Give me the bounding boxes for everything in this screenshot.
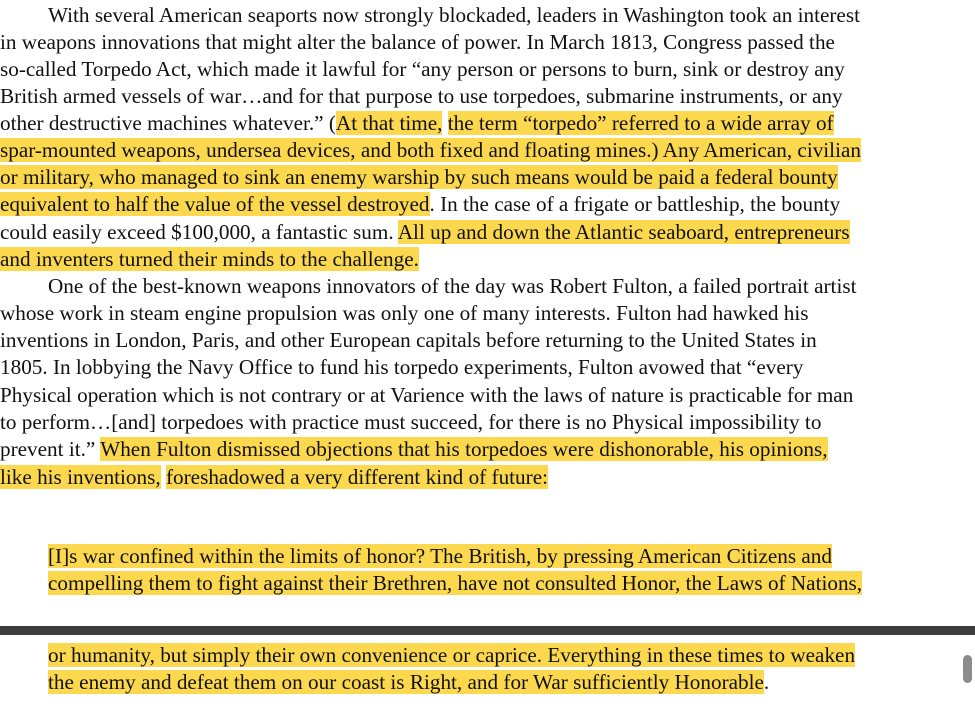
highlighted-text: spar-mounted weapons, undersea devices, and both fixed and floating mines.) Any American, civilian xyxy=(0,138,861,162)
text-segment: in weapons innovations that might alter the balance of power. In March 1813, Congress passed the xyxy=(0,30,835,54)
text-line xyxy=(0,409,821,436)
highlighted-text: compelling them to fight against their Brethren, have not consulted Honor, the Laws of Nations, xyxy=(48,571,863,595)
text-line xyxy=(0,464,548,491)
text-line xyxy=(0,83,843,110)
highlighted-text: [I]s war confined within the limits of honor? The British, by pressing American Citizens and xyxy=(48,544,832,568)
text-segment: so-called Torpedo Act, which made it lawful for “any person or persons to burn, sink or destroy any xyxy=(0,57,845,81)
text-segment: could easily exceed $100,000, a fantastic sum. xyxy=(0,220,398,244)
text-line xyxy=(48,2,860,29)
highlighted-text: like his inventions, xyxy=(0,465,161,489)
page-separator xyxy=(0,626,975,635)
text-line xyxy=(48,642,855,669)
text-segment: British armed vessels of war…and for that purpose to use torpedoes, submarine instruments, or any xyxy=(0,84,843,108)
highlighted-text: At that time, xyxy=(335,111,443,135)
highlighted-text: When Fulton dismissed objections that his torpedoes were dishonorable, his opinions, xyxy=(100,437,828,461)
highlighted-text: and inventers turned their minds to the challenge. xyxy=(0,247,419,271)
text-line xyxy=(0,354,803,381)
text-line xyxy=(0,219,850,246)
text-line xyxy=(0,137,861,164)
scrollbar-thumb[interactable] xyxy=(963,655,972,683)
highlighted-text: All up and down the Atlantic seaboard, entrepreneurs xyxy=(397,220,850,244)
document-page-2 xyxy=(0,635,962,716)
text-line xyxy=(0,436,828,463)
highlighted-text: or military, who managed to sink an enemy warship by such means would be paid a federal bounty xyxy=(0,165,838,189)
highlighted-text: or humanity, but simply their own convenience or caprice. Everything in these times to weaken xyxy=(48,643,856,667)
text-line xyxy=(48,273,856,300)
text-segment: . In the case of a frigate or battleship, the bounty xyxy=(429,192,841,216)
highlighted-text: foreshadowed a very different kind of future: xyxy=(165,465,548,489)
text-line xyxy=(48,543,832,570)
text-segment: to perform…[and] torpedoes with practice must succeed, for there is no Physical impossibility to xyxy=(0,410,822,434)
text-line xyxy=(0,164,838,191)
text-segment: 1805. In lobbying the Navy Office to fund his torpedo experiments, Fulton avowed that “every xyxy=(0,355,804,379)
text-segment: One of the best-known weapons innovators of the day was Robert Fulton, a failed portrait artist xyxy=(48,274,857,298)
highlighted-text: equivalent to half the value of the vessel destroyed xyxy=(0,192,430,216)
text-segment: prevent it.” xyxy=(0,437,101,461)
text-line xyxy=(0,191,840,218)
text-line xyxy=(0,56,845,83)
text-line xyxy=(48,570,862,597)
text-segment: Physical operation which is not contrary or at Varience with the laws of nature is practicable for man xyxy=(0,383,854,407)
text-segment: other destructive machines whatever.” ( xyxy=(0,111,336,135)
text-segment xyxy=(442,111,447,135)
text-line xyxy=(48,669,769,696)
text-line xyxy=(0,110,834,137)
text-segment: inventions in London, Paris, and other European capitals before returning to the United States in xyxy=(0,328,817,352)
text-line xyxy=(0,382,853,409)
text-line xyxy=(0,327,817,354)
highlighted-text: the enemy and defeat them on our coast is Right, and for War sufficiently Honorable xyxy=(48,670,764,694)
text-segment: whose work in steam engine propulsion was only one of many interests. Fulton had hawked his xyxy=(0,301,809,325)
text-segment: With several American seaports now strongly blockaded, leaders in Washington took an interest xyxy=(48,3,860,27)
text-line xyxy=(0,29,835,56)
highlighted-text: the term “torpedo” referred to a wide array of xyxy=(447,111,834,135)
text-line xyxy=(0,246,419,273)
text-line xyxy=(0,300,809,327)
text-segment: . xyxy=(763,670,770,694)
